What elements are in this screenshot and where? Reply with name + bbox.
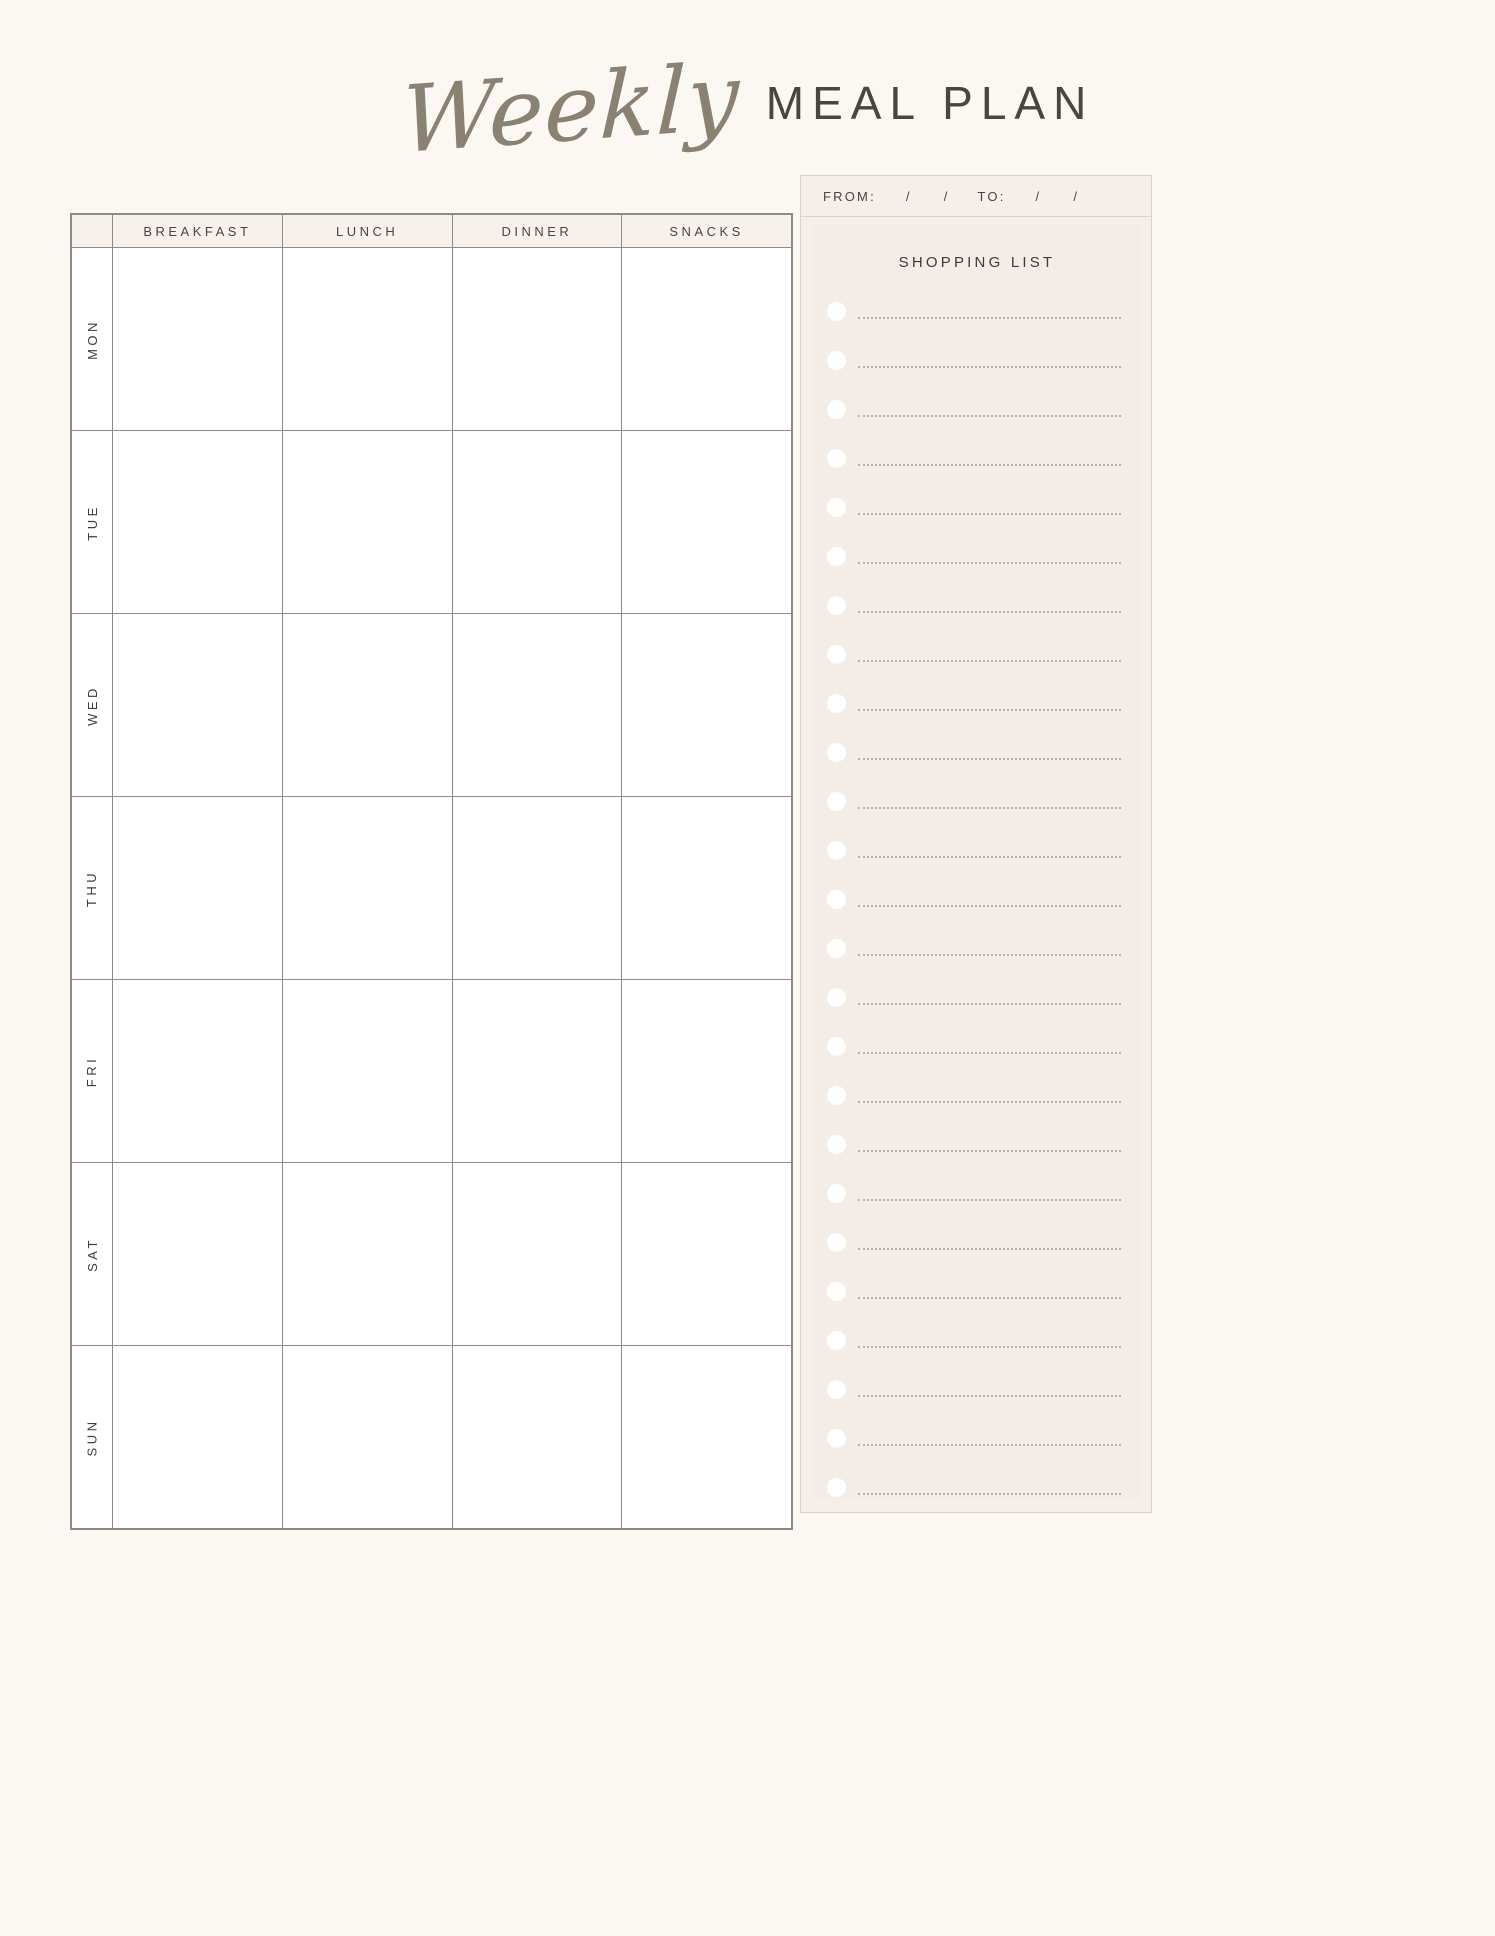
- list-item[interactable]: [827, 483, 1121, 532]
- checkbox-circle-icon[interactable]: [827, 449, 846, 468]
- meal-plan-table: [70, 213, 793, 1530]
- list-item[interactable]: [827, 385, 1121, 434]
- checkbox-circle-icon[interactable]: [827, 351, 846, 370]
- checkbox-circle-icon[interactable]: [827, 645, 846, 664]
- list-item-line[interactable]: [858, 1198, 1121, 1201]
- checkbox-circle-icon[interactable]: [827, 792, 846, 811]
- column-header-dinner: DINNER: [452, 215, 622, 248]
- meal-cell-tue-dinner[interactable]: [452, 431, 622, 614]
- list-item-line[interactable]: [858, 855, 1121, 858]
- meal-cell-mon-dinner[interactable]: [452, 248, 622, 431]
- list-item[interactable]: [827, 287, 1121, 336]
- list-item-line[interactable]: [858, 1149, 1121, 1152]
- day-label-thu: [72, 797, 113, 980]
- list-item-line[interactable]: [858, 1492, 1121, 1495]
- checkbox-circle-icon[interactable]: [827, 498, 846, 517]
- day-label-sun: [72, 1346, 113, 1529]
- list-item-line[interactable]: [858, 1296, 1121, 1299]
- table-row: [72, 1346, 792, 1529]
- list-item-line[interactable]: [858, 365, 1121, 368]
- checkbox-circle-icon[interactable]: [827, 547, 846, 566]
- list-item-line[interactable]: [858, 414, 1121, 417]
- day-label-text: WED: [84, 684, 100, 726]
- table-header-row: [72, 215, 792, 248]
- meal-cell-sun-dinner[interactable]: [452, 1346, 622, 1529]
- meal-cell-sat-snacks[interactable]: [622, 1163, 792, 1346]
- table-row: [72, 614, 792, 797]
- meal-cell-fri-dinner[interactable]: [452, 980, 622, 1163]
- column-header-lunch: LUNCH: [282, 215, 452, 248]
- checkbox-circle-icon[interactable]: [827, 1086, 846, 1105]
- list-item[interactable]: [827, 728, 1121, 777]
- checkbox-circle-icon[interactable]: [827, 841, 846, 860]
- to-slash-1[interactable]: /: [1035, 188, 1042, 204]
- list-item-line[interactable]: [858, 659, 1121, 662]
- day-label-sat: [72, 1163, 113, 1346]
- list-item-line[interactable]: [858, 1443, 1121, 1446]
- day-label-wed: [72, 614, 113, 797]
- list-item[interactable]: [827, 1022, 1121, 1071]
- shopping-list-title: SHOPPING LIST: [898, 254, 1056, 271]
- checkbox-circle-icon[interactable]: [827, 1429, 846, 1448]
- checkbox-circle-icon[interactable]: [827, 988, 846, 1007]
- table-row: [72, 248, 792, 431]
- list-item-line[interactable]: [858, 953, 1121, 956]
- list-item-line[interactable]: [858, 757, 1121, 760]
- day-label-fri: [72, 980, 113, 1163]
- list-item-line[interactable]: [858, 1002, 1121, 1005]
- meal-cell-wed-snacks[interactable]: [622, 614, 792, 797]
- list-item[interactable]: [827, 1071, 1121, 1120]
- checkbox-circle-icon[interactable]: [827, 596, 846, 615]
- day-label-text: SUN: [84, 1418, 100, 1456]
- column-header-breakfast: BREAKFAST: [113, 215, 283, 248]
- table-row: [72, 980, 792, 1163]
- column-header-snacks: SNACKS: [622, 215, 792, 248]
- list-item[interactable]: [827, 1463, 1121, 1512]
- checkbox-circle-icon[interactable]: [827, 400, 846, 419]
- list-item[interactable]: [827, 679, 1121, 728]
- list-item-line[interactable]: [858, 1345, 1121, 1348]
- list-item-line[interactable]: [858, 316, 1121, 319]
- date-range-header: [801, 176, 1151, 217]
- meal-cell-sat-lunch[interactable]: [282, 1163, 452, 1346]
- checkbox-circle-icon[interactable]: [827, 1184, 846, 1203]
- list-item[interactable]: [827, 1414, 1121, 1463]
- list-item[interactable]: [827, 1120, 1121, 1169]
- list-item-line[interactable]: [858, 1051, 1121, 1054]
- list-item-line[interactable]: [858, 1247, 1121, 1250]
- meal-cell-sun-lunch[interactable]: [282, 1346, 452, 1529]
- day-label-text: MON: [84, 318, 100, 360]
- checkbox-circle-icon[interactable]: [827, 1233, 846, 1252]
- list-item-line[interactable]: [858, 708, 1121, 711]
- page-title-block: MEAL PLAN: [765, 77, 1095, 129]
- table-row: [72, 431, 792, 614]
- checkbox-circle-icon[interactable]: [827, 1282, 846, 1301]
- checkbox-circle-icon[interactable]: [827, 890, 846, 909]
- meal-cell-thu-lunch[interactable]: [282, 797, 452, 980]
- list-item[interactable]: [827, 532, 1121, 581]
- meal-cell-tue-breakfast[interactable]: [113, 431, 283, 614]
- table-row: [72, 1163, 792, 1346]
- list-item[interactable]: [827, 336, 1121, 385]
- list-item[interactable]: [827, 826, 1121, 875]
- meal-cell-wed-breakfast[interactable]: [113, 614, 283, 797]
- list-item[interactable]: [827, 777, 1121, 826]
- day-label-text: SAT: [84, 1236, 100, 1272]
- page-title: [0, 28, 1495, 178]
- list-item-line[interactable]: [858, 806, 1121, 809]
- list-item[interactable]: [827, 581, 1121, 630]
- checkbox-circle-icon[interactable]: [827, 939, 846, 958]
- meal-cell-wed-lunch[interactable]: [282, 614, 452, 797]
- table-row: [72, 797, 792, 980]
- from-label: FROM:: [823, 188, 876, 204]
- list-item[interactable]: [827, 875, 1121, 924]
- list-item[interactable]: [827, 434, 1121, 483]
- list-item[interactable]: [827, 1267, 1121, 1316]
- list-item[interactable]: [827, 973, 1121, 1022]
- meal-cell-tue-snacks[interactable]: [622, 431, 792, 614]
- checkbox-circle-icon[interactable]: [827, 302, 846, 321]
- meal-cell-sun-snacks[interactable]: [622, 1346, 792, 1529]
- list-item-line[interactable]: [858, 512, 1121, 515]
- meal-cell-mon-snacks[interactable]: [622, 248, 792, 431]
- list-item-line[interactable]: [858, 610, 1121, 613]
- meal-cell-sun-breakfast[interactable]: [113, 1346, 283, 1529]
- checkbox-circle-icon[interactable]: [827, 1037, 846, 1056]
- checkbox-circle-icon[interactable]: [827, 1380, 846, 1399]
- day-label-mon: [72, 248, 113, 431]
- list-item-line[interactable]: [858, 1100, 1121, 1103]
- list-item-line[interactable]: [858, 1394, 1121, 1397]
- list-item[interactable]: [827, 1218, 1121, 1267]
- meal-cell-wed-dinner[interactable]: [452, 614, 622, 797]
- shopping-list-body: [813, 224, 1141, 1500]
- from-slash-2[interactable]: /: [943, 188, 950, 204]
- checkbox-circle-icon[interactable]: [827, 1331, 846, 1350]
- to-slash-2[interactable]: /: [1073, 188, 1080, 204]
- meal-cell-mon-lunch[interactable]: [282, 248, 452, 431]
- list-item[interactable]: [827, 1169, 1121, 1218]
- from-slash-1[interactable]: /: [905, 188, 912, 204]
- shopping-list-panel: [800, 175, 1152, 1513]
- table-corner-cell: [72, 215, 113, 248]
- checkbox-circle-icon[interactable]: [827, 1135, 846, 1154]
- day-label-text: TUE: [84, 503, 100, 541]
- day-label-text: THU: [84, 869, 100, 907]
- list-item[interactable]: [827, 924, 1121, 973]
- meal-cell-sat-dinner[interactable]: [452, 1163, 622, 1346]
- meal-cell-fri-lunch[interactable]: [282, 980, 452, 1163]
- meal-cell-thu-dinner[interactable]: [452, 797, 622, 980]
- meal-cell-sat-breakfast[interactable]: [113, 1163, 283, 1346]
- day-label-tue: [72, 431, 113, 614]
- list-item-line[interactable]: [858, 904, 1121, 907]
- meal-cell-mon-breakfast[interactable]: [113, 248, 283, 431]
- meal-cell-tue-lunch[interactable]: [282, 431, 452, 614]
- meal-cell-fri-snacks[interactable]: [622, 980, 792, 1163]
- shopping-list-rows: [813, 287, 1141, 1512]
- to-label: TO:: [977, 188, 1006, 204]
- list-item-line[interactable]: [858, 463, 1121, 466]
- list-item[interactable]: [827, 630, 1121, 679]
- day-label-text: FRI: [84, 1055, 100, 1087]
- meal-cell-fri-breakfast[interactable]: [113, 980, 283, 1163]
- meal-cell-thu-breakfast[interactable]: [113, 797, 283, 980]
- checkbox-circle-icon[interactable]: [827, 694, 846, 713]
- page-title-script: Weekly: [399, 42, 742, 175]
- list-item-line[interactable]: [858, 561, 1121, 564]
- list-item[interactable]: [827, 1365, 1121, 1414]
- checkbox-circle-icon[interactable]: [827, 1478, 846, 1497]
- meal-cell-thu-snacks[interactable]: [622, 797, 792, 980]
- list-item[interactable]: [827, 1316, 1121, 1365]
- checkbox-circle-icon[interactable]: [827, 743, 846, 762]
